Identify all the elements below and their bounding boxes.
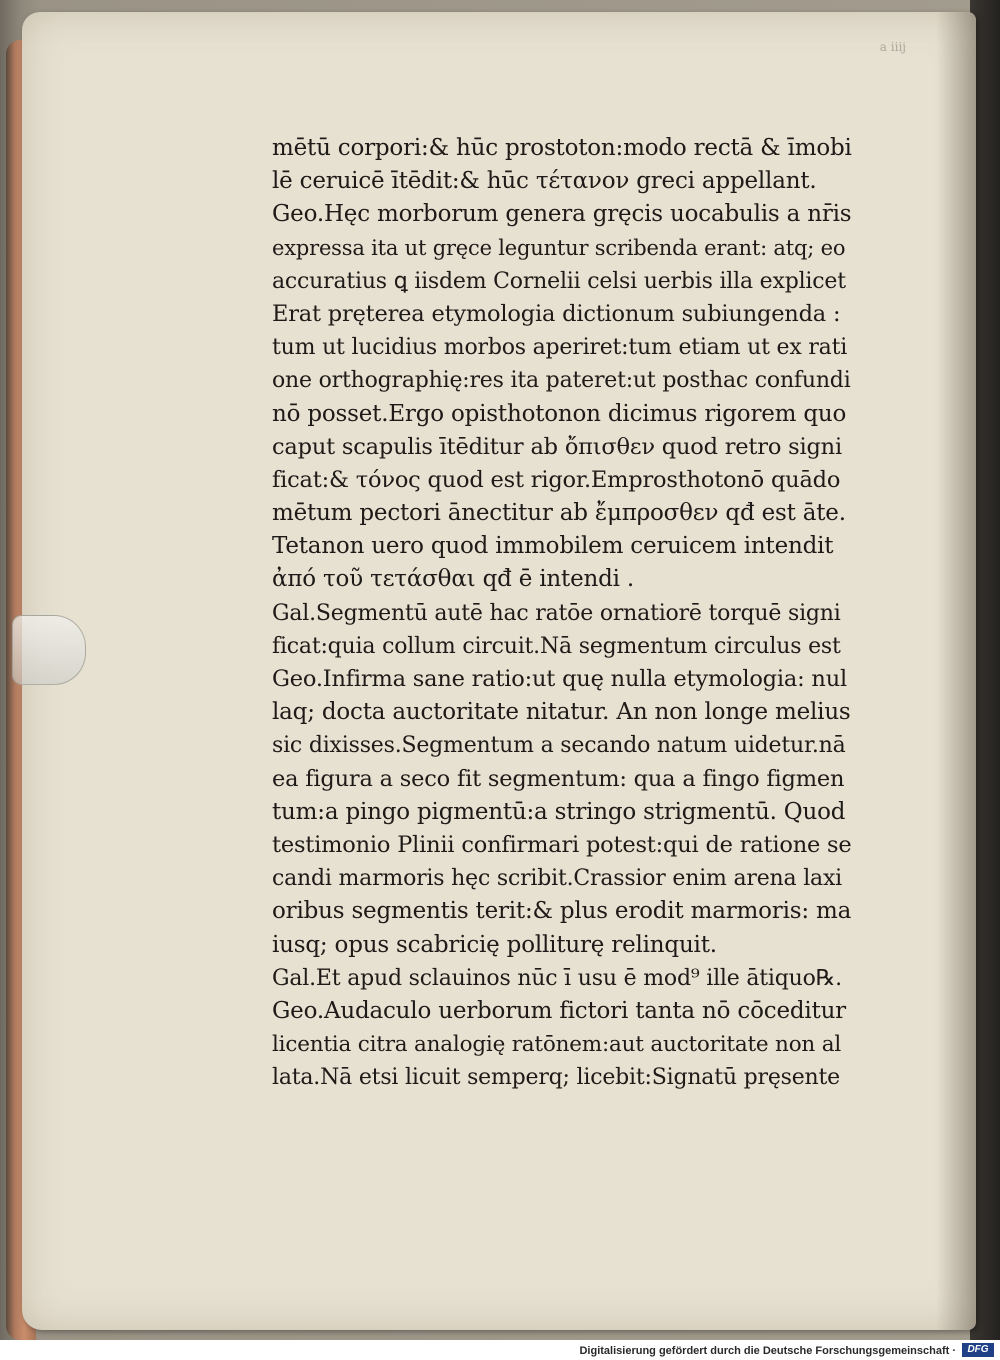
text-line: ficat:& τόνος quod est rigor.Emprosthotonō quādo (272, 466, 841, 493)
text-line: mētum pectori ānectitur ab ἔμπροσθεν qđ est āte. (272, 500, 846, 527)
text-line: nō posset.Ergo opisthotonon dicimus rigorem quo (272, 400, 847, 427)
text-line: Gal.Et apud sclauinos nūc ī usu ē mod⁹ ille ātiquo℞. (272, 965, 842, 991)
text-line: Gal.Segmentū autē hac ratōe ornatiorē torquē signi (272, 600, 841, 626)
funding-credit: Digitalisierung gefördert durch die Deutsche Forschungsgemeinschaft · (579, 1345, 956, 1357)
text-line: iusq; opus scabricię polliturę relinquit. (272, 931, 717, 958)
text-line: Tetanon uero quod immobilem ceruicem intendit (272, 533, 834, 560)
text-line: Erat pręterea etymologia dictionum subiungenda : (272, 300, 841, 327)
text-line: one orthographię:res ita pateret:ut posthac confundi (272, 368, 851, 394)
dfg-logo[interactable]: DFG (962, 1343, 994, 1357)
text-line: oribus segmentis terit:& plus erodit marmoris: ma (272, 898, 852, 925)
text-line: ficat:quia collum circuit.Nā segmentum circulus est (272, 633, 841, 659)
text-line: lē ceruicē ītēdit:& hūc τέτανον greci appellant. (272, 168, 817, 195)
text-line: lata.Nā etsi licuit semperq; licebit:Signatū pręsente (272, 1065, 840, 1091)
text-line: expressa ita ut gręce leguntur scribenda erant: atq; eo (272, 235, 846, 260)
text-line: candi marmoris hęc scribit.Crassior enim arena laxi (272, 866, 843, 892)
gutter-shadow (936, 12, 976, 1330)
page-clip (12, 615, 86, 685)
text-line: accuratius ꝗ iisdem Cornelii celsi uerbis illa explicet (272, 268, 846, 294)
text-line: tum:a pingo pigmentū:a stringo strigmentū. Quod (272, 798, 846, 825)
signature-mark: a iiij (879, 40, 906, 54)
text-line: licentia citra analogię ratōnem:aut auctoritate non al (272, 1032, 842, 1058)
text-line: Geo.Hęc morborum genera gręcis uocabulis a nr̄is (272, 201, 852, 228)
footer-bar (0, 1340, 1000, 1360)
text-line: caput scapulis ītēditur ab ὄπισθεν quod retro signi (272, 433, 842, 460)
text-line: ἀπό τοῦ τετάσθαι qđ ē intendi . (272, 566, 634, 593)
text-line: laq; docta auctoritate nitatur. An non longe melius (272, 699, 851, 726)
text-line: testimonio Plinii confirmari potest:qui de ratione se (272, 831, 852, 858)
text-line: ea figura a seco fit segmentum: qua a fingo figmen (272, 765, 845, 792)
text-line: tum ut lucidius morbos aperiret:tum etiam ut ex rati (272, 335, 848, 361)
text-line: Geo.Infirma sane ratio:ut quę nulla etymologia: nul (272, 666, 848, 692)
printed-text-block (272, 132, 852, 1094)
text-line: sic dixisses.Segmentum a secando natum uidetur.nā (272, 733, 846, 759)
text-line: Geo.Audaculo uerborum fictori tanta nō cōceditur (272, 997, 846, 1024)
text-line: mētū corpori:& hūc prostoton:modo rectā & īmobi (272, 135, 852, 161)
